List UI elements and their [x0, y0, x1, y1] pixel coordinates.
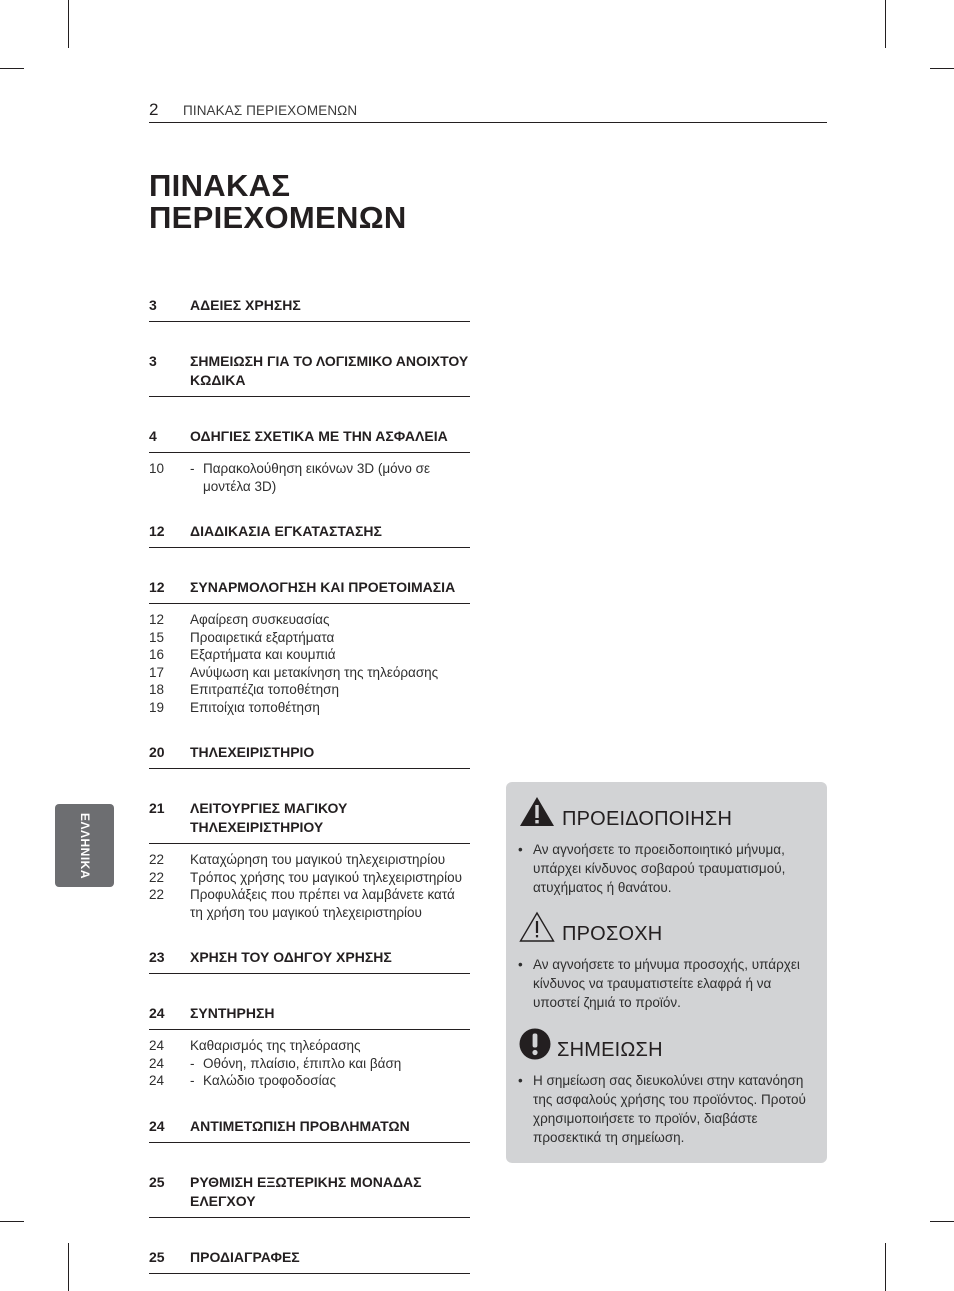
- toc-subsection: [149, 1072, 470, 1090]
- toc-subsection-title: Καθαρισμός της τηλεόρασης: [190, 1038, 361, 1053]
- note-title: ΣΗΜΕΙΩΣΗ: [557, 1039, 663, 1061]
- note-exclamation-icon: [518, 1027, 554, 1061]
- toc-section: [149, 1166, 470, 1218]
- toc-subsection: [149, 851, 470, 869]
- toc-section: [149, 792, 470, 844]
- toc-subsection-title: Οθόνη, πλαίσιο, έπιπλο και βάση: [203, 1055, 402, 1071]
- toc-subsection-title: Επιτοίχια τοποθέτηση: [190, 699, 320, 715]
- toc-section-title: ΛΕΙΤΟΥΡΓΙΕΣ ΜΑΓΙΚΟΥ ΤΗΛΕΧΕΙΡΙΣΤΗΡΙΟΥ: [190, 800, 348, 835]
- toc-section: [149, 997, 470, 1030]
- toc-subsection-page: 22: [149, 869, 165, 885]
- toc-subsection-page: 16: [149, 647, 165, 662]
- toc-subsection-title: Επιτραπέζια τοποθέτηση: [190, 682, 340, 697]
- caution-block: [506, 911, 827, 1012]
- toc-section-title: ΑΝΤΙΜΕΤΩΠΙΣΗ ΠΡΟΒΛΗΜΑΤΩΝ: [190, 1117, 410, 1134]
- running-title: ΠΙΝΑΚΑΣ ΠΕΡΙΕΧΟΜΕΝΩΝ: [183, 103, 358, 118]
- toc-subsection: [149, 869, 470, 887]
- toc-section-title: ΣΥΝΤΗΡΗΣΗ: [190, 1005, 275, 1021]
- toc-section: [149, 289, 470, 322]
- caution-text-item: [518, 955, 813, 1012]
- toc-subsection-title: Προαιρετικά εξαρτήματα: [190, 629, 335, 645]
- toc-subsection-page: 22: [149, 852, 165, 867]
- toc-subsection: [149, 460, 470, 495]
- toc-section-page: 20: [149, 744, 165, 760]
- page-header: [149, 100, 827, 123]
- toc-subsection-title: Προφυλάξεις που πρέπει να λαμβάνετε κατά τη χρήση του μαγικού τηλεχειριστηρίου: [190, 887, 455, 920]
- toc-section: [149, 571, 470, 604]
- toc-subsection-title: Αφαίρεση συσκευασίας: [190, 612, 330, 627]
- toc-section: [149, 736, 470, 769]
- crop-mark: [930, 1221, 954, 1222]
- bullet-dot: •: [518, 1073, 523, 1088]
- toc-subsection: [149, 699, 470, 717]
- toc-section-title: ΡΥΘΜΙΣΗ ΕΞΩΤΕΡΙΚΗΣ ΜΟΝΑΔΑΣ ΕΛΕΓΧΟΥ: [190, 1173, 422, 1209]
- warning-title: ΠΡΟΕΙΔΟΠΟΙΗΣΗ: [562, 808, 733, 830]
- toc-subsection-page: 18: [149, 682, 165, 697]
- page-title-line: ΠΙΝΑΚΑΣ: [149, 168, 291, 203]
- toc-subsection: [149, 681, 470, 699]
- caution-text: Αν αγνοήσετε το μήνυμα προσοχής, υπάρχει κίνδυνος να τραυματιστείτε ελαφρά ή να υποστεί ζημιά το προϊόν.: [533, 957, 800, 1010]
- toc-subsection-title: Ανύψωση και μετακίνηση της τηλεόρασης: [190, 664, 439, 680]
- toc-section-page: 12: [149, 579, 165, 595]
- toc-section-title: ΤΗΛΕΧΕΙΡΙΣΤΗΡΙΟ: [190, 744, 315, 760]
- toc-subsection-dash: -: [190, 1055, 195, 1071]
- page-title: [149, 170, 407, 234]
- crop-mark: [930, 68, 954, 69]
- safety-notice-box: [506, 782, 827, 1163]
- toc-subsection-title: Καλώδιο τροφοδοσίας: [203, 1073, 336, 1088]
- toc-subsection-page: 24: [149, 1038, 165, 1053]
- toc-subsection-list: [149, 1030, 470, 1090]
- toc-subsection-page: 19: [149, 699, 165, 715]
- warning-block: [506, 796, 827, 897]
- toc-section-page: 4: [149, 428, 157, 444]
- page-number: 2: [149, 100, 159, 119]
- toc-subsection-title: Παρακολούθηση εικόνων 3D (μόνο σε μοντέλα 3D): [203, 461, 430, 494]
- crop-mark: [885, 0, 886, 48]
- toc-section-page: 23: [149, 949, 165, 965]
- toc-section-page: 24: [149, 1117, 165, 1134]
- note-text: Η σημείωση σας διευκολύνει στην κατανόηση της ασφαλούς χρήσης του προϊόντος. Προτού χρησιμοποιήσετε το προϊόν, διαβάστε προσεκτικά τη σημείωση.: [533, 1073, 806, 1145]
- bullet-dot: •: [518, 957, 523, 972]
- note-block: [506, 1027, 827, 1147]
- toc-section-page: 3: [149, 297, 157, 313]
- toc-section-title: ΑΔΕΙΕΣ ΧΡΗΣΗΣ: [190, 297, 301, 313]
- toc-subsection: [149, 1037, 470, 1055]
- toc-subsection: [149, 646, 470, 664]
- toc-subsection-list: [149, 844, 470, 921]
- toc-section: [149, 1241, 470, 1274]
- toc-section-title: ΔΙΑΔΙΚΑΣΙΑ ΕΓΚΑΤΑΣΤΑΣΗΣ: [190, 523, 382, 539]
- toc-section: [149, 420, 470, 453]
- language-tab-label: ΕΛΛΗΝΙΚΑ: [77, 812, 92, 879]
- toc-subsection-page: 15: [149, 629, 165, 645]
- toc-subsection-page: 22: [149, 887, 165, 902]
- crop-mark: [68, 0, 69, 48]
- toc-section: [149, 515, 470, 548]
- toc-subsection: [149, 629, 470, 647]
- language-tab: [55, 804, 114, 887]
- toc-subsection-dash: -: [190, 1073, 195, 1088]
- toc-subsection-page: 24: [149, 1073, 165, 1088]
- toc-subsection-list: [149, 604, 470, 716]
- toc-subsection-title: Καταχώρηση του μαγικού τηλεχειριστηρίου: [190, 852, 446, 867]
- toc-section-page: 25: [149, 1173, 165, 1190]
- note-text-item: [518, 1071, 813, 1147]
- toc-section-page: 24: [149, 1005, 165, 1021]
- warning-filled-icon: [519, 796, 555, 828]
- toc-subsection: [149, 664, 470, 682]
- toc-section-page: 3: [149, 353, 157, 369]
- toc-section-title: ΣΗΜΕΙΩΣΗ ΓΙΑ ΤΟ ΛΟΓΙΣΜΙΚΟ ΑΝΟΙΧΤΟΥ ΚΩΔΙΚΑ: [190, 353, 469, 388]
- toc-subsection-title: Εξαρτήματα και κουμπιά: [190, 647, 336, 662]
- toc-subsection-dash: -: [190, 461, 195, 476]
- crop-mark: [0, 1221, 24, 1222]
- toc-subsection-page: 17: [149, 664, 165, 680]
- toc-section-page: 25: [149, 1248, 165, 1265]
- caution-outline-icon: [519, 911, 555, 943]
- toc-section-title: ΧΡΗΣΗ ΤΟΥ ΟΔΗΓΟΥ ΧΡΗΣΗΣ: [190, 949, 392, 965]
- toc-subsection: [149, 886, 470, 921]
- caution-title: ΠΡΟΣΟΧΗ: [562, 923, 663, 945]
- toc-subsection: [149, 1055, 470, 1073]
- crop-mark: [68, 1243, 69, 1291]
- toc-section-title: ΠΡΟΔΙΑΓΡΑΦΕΣ: [190, 1248, 300, 1265]
- warning-text: Αν αγνοήσετε το προειδοποιητικό μήνυμα, υπάρχει κίνδυνος σοβαρού τραυματισμού, ατυχήματος ή θανάτου.: [533, 842, 786, 895]
- toc-subsection-page: 12: [149, 612, 165, 627]
- warning-text-item: [518, 840, 813, 897]
- toc-section-title: ΟΔΗΓΙΕΣ ΣΧΕΤΙΚΑ ΜΕ ΤΗΝ ΑΣΦΑΛΕΙΑ: [190, 428, 448, 444]
- toc-subsection-title: Τρόπος χρήσης του μαγικού τηλεχειριστηρίου: [190, 869, 462, 885]
- table-of-contents: [149, 289, 470, 1274]
- toc-section: [149, 1110, 470, 1143]
- toc-subsection: [149, 611, 470, 629]
- page-title-line: ΠΕΡΙΕΧΟΜΕΝΩΝ: [149, 200, 407, 235]
- toc-subsection-page: 24: [149, 1055, 165, 1071]
- toc-subsection-list: [149, 453, 470, 495]
- toc-section-page: 12: [149, 523, 165, 539]
- toc-section-title: ΣΥΝΑΡΜΟΛΟΓΗΣΗ ΚΑΙ ΠΡΟΕΤΟΙΜΑΣΙΑ: [190, 579, 456, 595]
- bullet-dot: •: [518, 842, 523, 857]
- toc-section-page: 21: [149, 800, 165, 816]
- toc-subsection-page: 10: [149, 461, 165, 476]
- toc-section: [149, 941, 470, 974]
- crop-mark: [0, 68, 24, 69]
- crop-mark: [885, 1243, 886, 1291]
- toc-section: [149, 345, 470, 397]
